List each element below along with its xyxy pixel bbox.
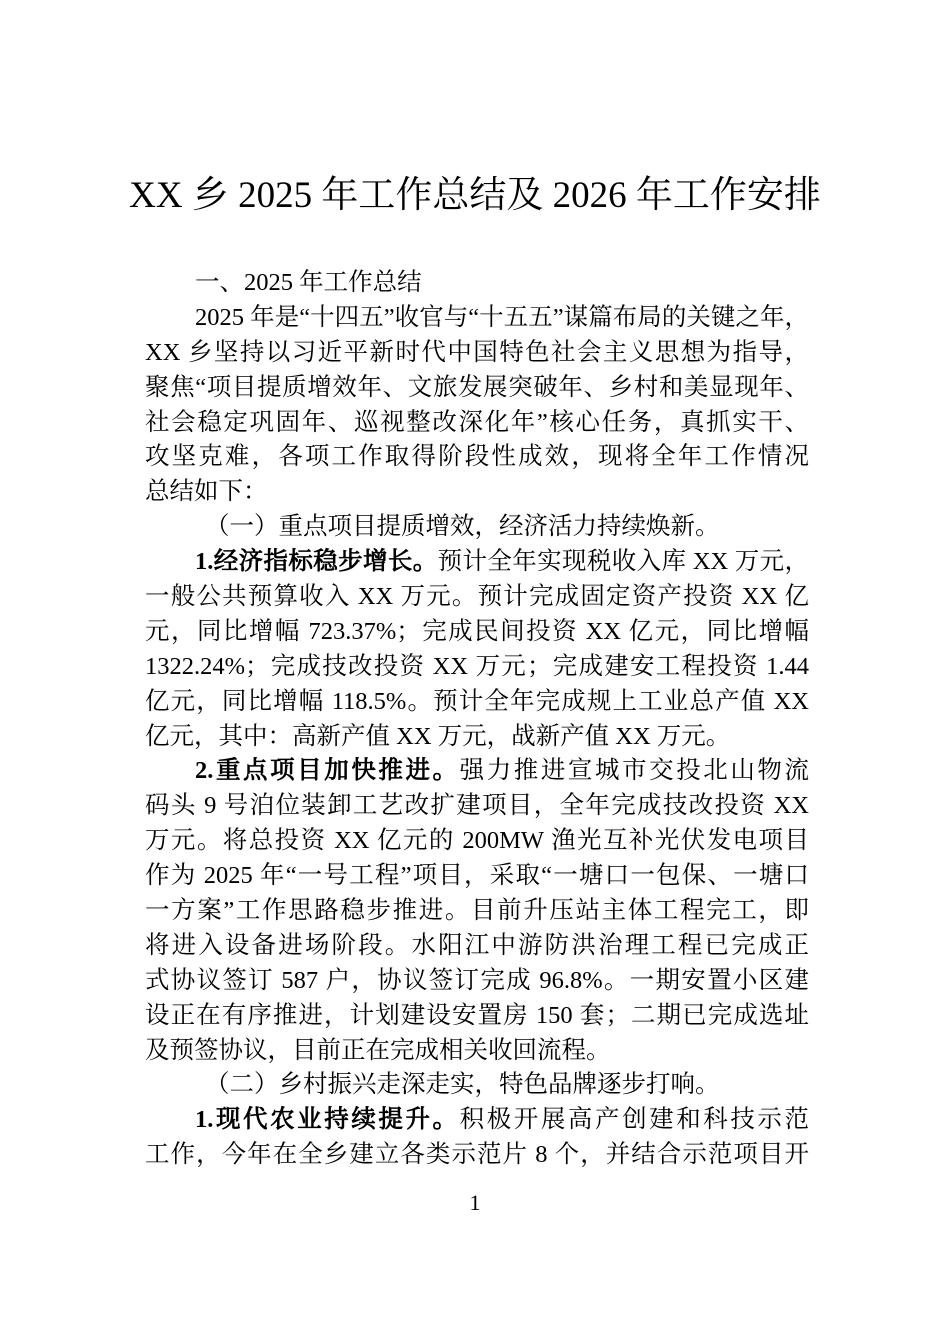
item-paragraph-projects — [145, 754, 809, 1068]
paragraph-line: 聚焦“项目提质增效年、文旅发展突破年、乡村和美显现年、 — [145, 373, 809, 401]
paragraph-line: 亿元，其中：高新产值 XX 万元，战新产值 XX 万元。 — [145, 722, 731, 750]
paragraph-line: 亿元，同比增幅 118.5%。预计全年完成规上工业总产值 XX — [145, 687, 809, 715]
paragraph-line: XX 乡坚持以习近平新时代中国特色社会主义思想为指导， — [145, 338, 809, 366]
paragraph-line: 社会稳定巩固年、巡视整改深化年”核心任务，真抓实干、 — [145, 408, 809, 436]
paragraph-line: 设正在有序推进，计划建设安置房 150 套；二期已完成选址 — [145, 1001, 809, 1029]
paragraph-line: 将进入设备进场阶段。水阳江中游防洪治理工程已完成正 — [145, 931, 809, 959]
item-lead: 1.现代农业持续提升。 — [195, 1106, 460, 1134]
paragraph-line: 1322.24%；完成技改投资 XX 万元；完成建安工程投资 1.44 — [145, 652, 809, 680]
subsection-heading: （一）重点项目提质增效，经济活力持续焕新。 — [205, 513, 720, 541]
item-text: 预计全年实现税收入库 XX 万元， — [437, 548, 810, 576]
item-text: 积极开展高产创建和科技示范 — [459, 1106, 810, 1134]
paragraph-line: 及预签协议，目前正在完成相关收回流程。 — [145, 1036, 611, 1064]
paragraph-line: 码头 9 号泊位装卸工艺改扩建项目，全年完成技改投资 XX — [145, 792, 809, 820]
subsection-heading: （二）乡村振兴走深走实，特色品牌逐步打响。 — [205, 1071, 720, 1099]
item-lead: 1.经济指标稳步增长。 — [195, 548, 438, 576]
paragraph-line: 作为 2025 年“一号工程”项目，采取“一塘口一包保、一塘口 — [145, 862, 809, 890]
paragraph-line: 2025 年是“十四五”收官与“十五五”谋篇布局的关键之年， — [195, 303, 809, 331]
paragraph-line: 工作，今年在全乡建立各类示范片 8 个，并结合示范项目开 — [145, 1141, 809, 1169]
item-paragraph-economic — [145, 545, 809, 754]
paragraph-line — [145, 545, 809, 580]
page-number: 1 — [469, 1190, 481, 1215]
item-lead: 2.重点项目加快推进。 — [195, 757, 460, 785]
document-title: XX 乡 2025 年工作总结及 2026 年工作安排 — [129, 175, 821, 216]
document-body — [145, 266, 809, 1173]
paragraph-line: 总结如下： — [145, 478, 268, 506]
item-paragraph-agriculture — [145, 1103, 809, 1173]
intro-paragraph — [145, 301, 809, 510]
paragraph-line — [145, 754, 809, 789]
paragraph-line: 一方案”工作思路稳步推进。目前升压站主体工程完工，即 — [145, 897, 809, 925]
paragraph-line: 一般公共预算收入 XX 万元。预计完成固定资产投资 XX 亿 — [145, 583, 809, 611]
section-heading: 一、2025 年工作总结 — [195, 269, 422, 296]
item-text: 强力推进宣城市交投北山物流 — [459, 757, 810, 785]
paragraph-line: 攻坚克难，各项工作取得阶段性成效，现将全年工作情况 — [145, 443, 809, 471]
paragraph-line: 万元。将总投资 XX 亿元的 200MW 渔光互补光伏发电项目 — [145, 827, 809, 855]
paragraph-line — [145, 1103, 809, 1138]
paragraph-line: 元，同比增幅 723.37%；完成民间投资 XX 亿元，同比增幅 — [145, 617, 809, 645]
paragraph-line: 式协议签订 587 户，协议签订完成 96.8%。一期安置小区建 — [145, 966, 809, 994]
